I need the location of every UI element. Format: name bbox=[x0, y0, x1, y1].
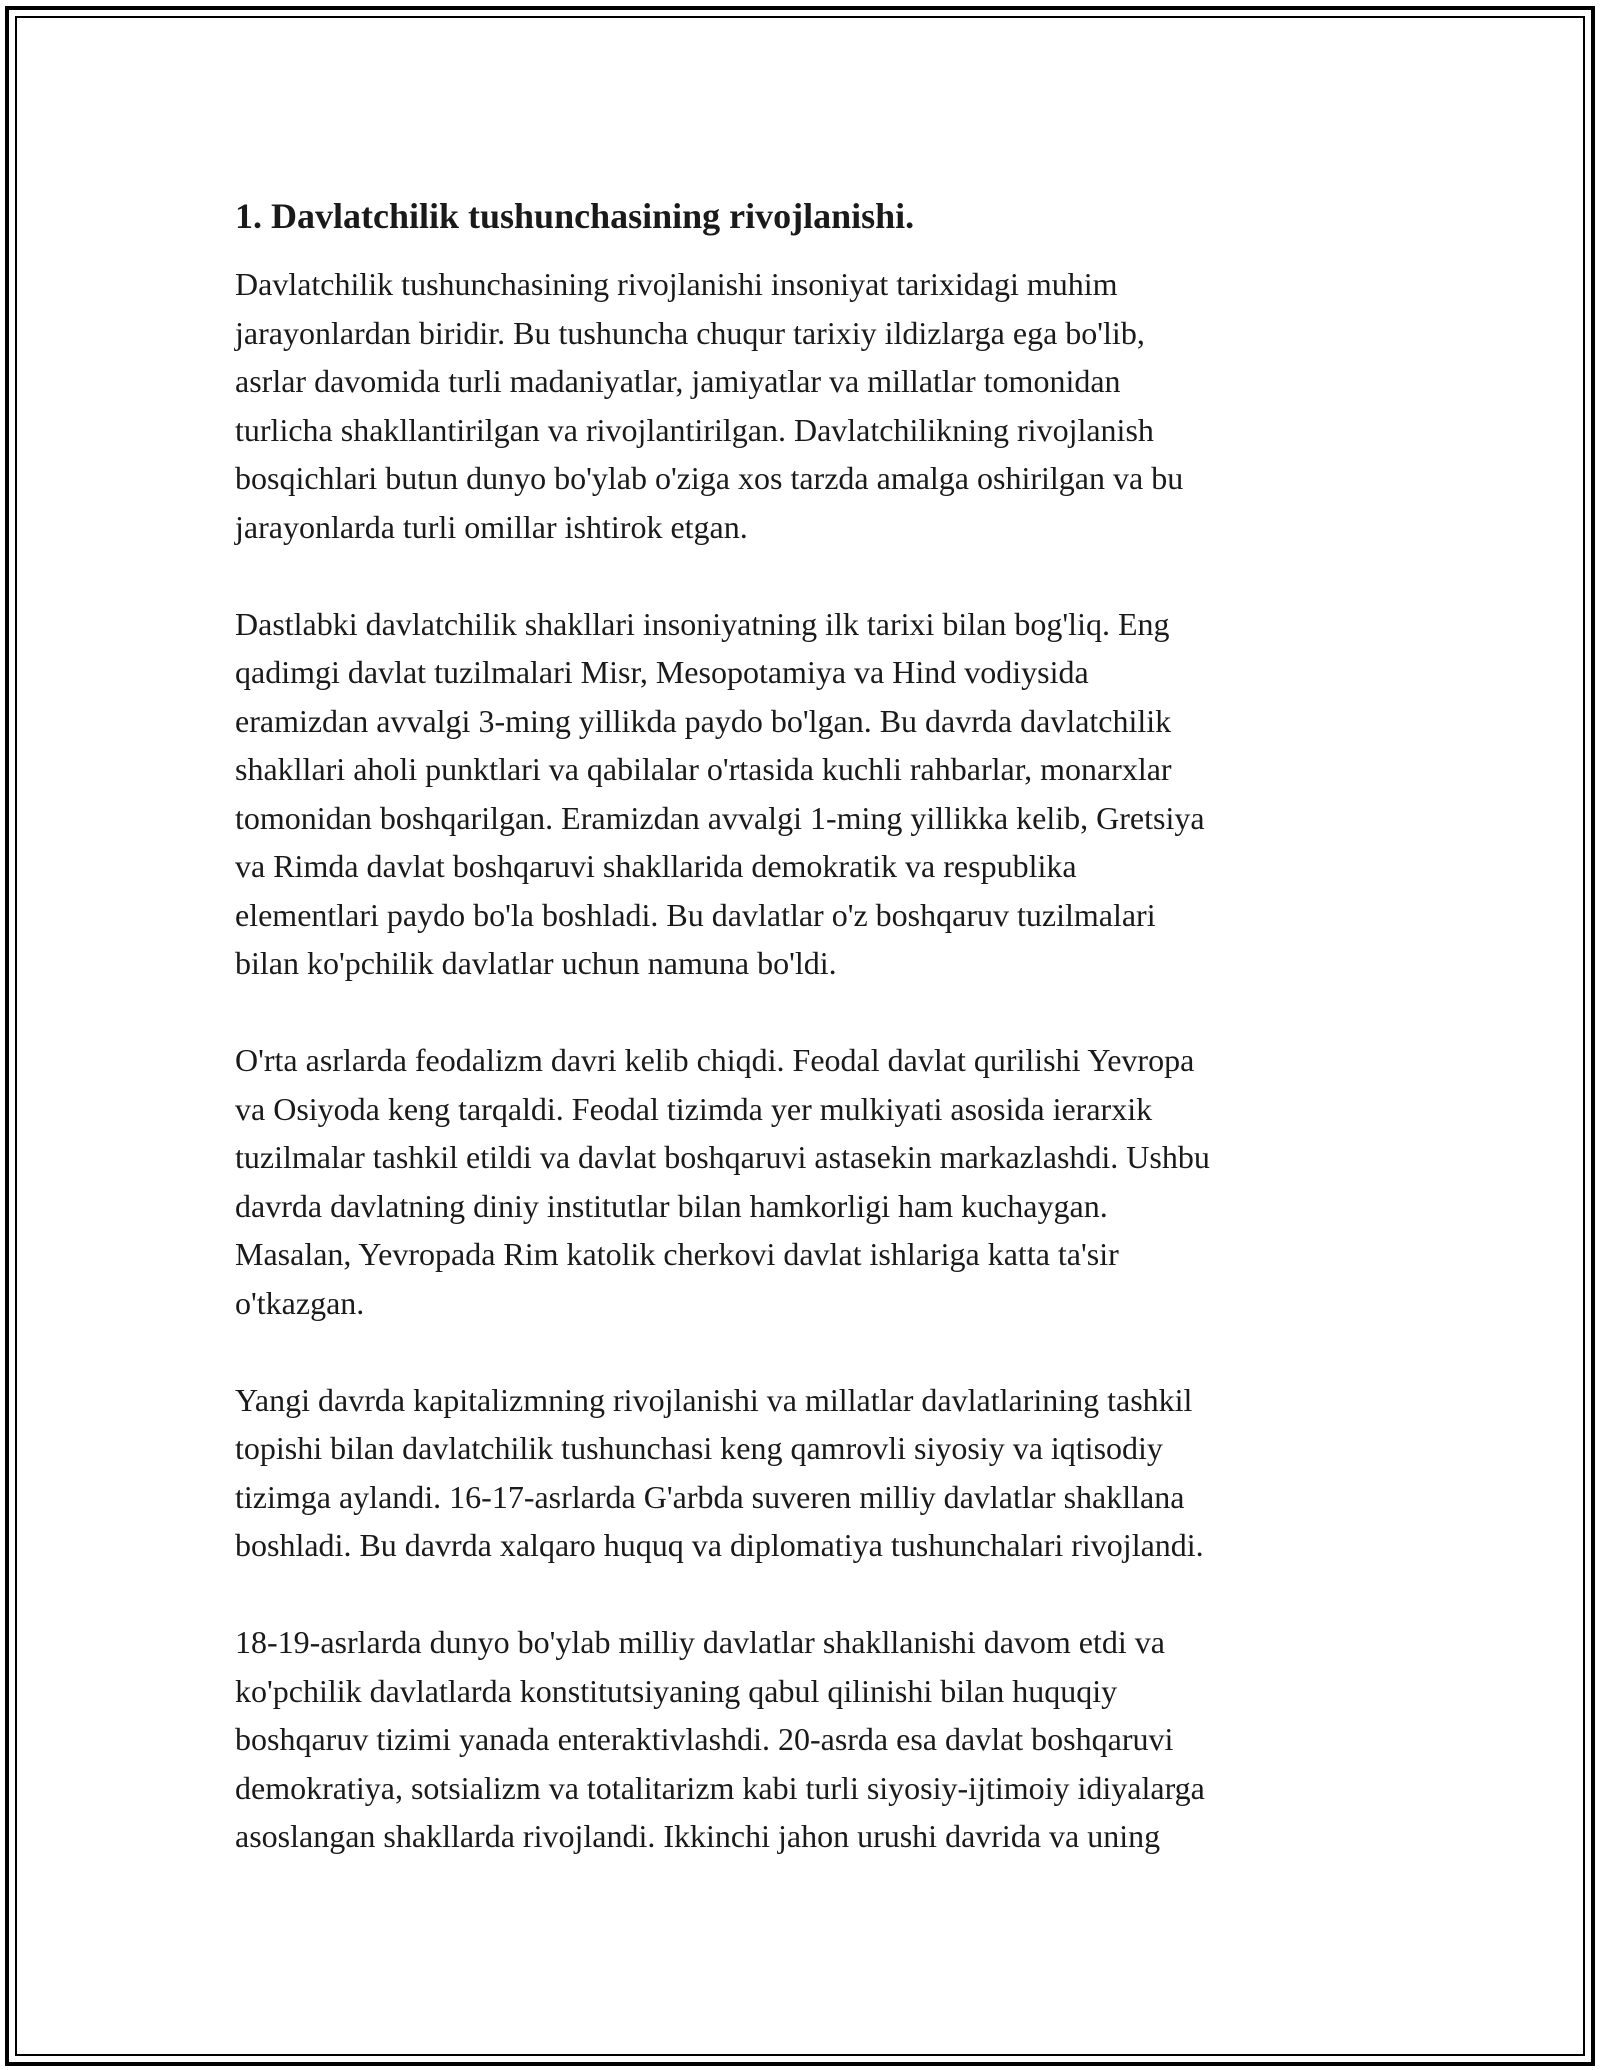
paragraph-line: elementlari paydo bo'la boshladi. Bu davlatlar o'z boshqaruv tuzilmalari bbox=[235, 896, 1156, 933]
paragraph-line: asrlar davomida turli madaniyatlar, jamiyatlar va millatlar tomonidan bbox=[235, 363, 1121, 399]
paragraph-line: topishi bilan davlatchilik tushunchasi keng qamrovli siyosiy va iqtisodiy bbox=[235, 1430, 1163, 1466]
paragraph-line: boshladi. Bu davrda xalqaro huquq va diplomatiya tushunchalari rivojlandi. bbox=[235, 1527, 1204, 1563]
paragraph-1 bbox=[235, 260, 1365, 551]
paragraph-line: eramizdan avvalgi 3-ming yillikda paydo bo'lgan. Bu davrda davlatchilik bbox=[235, 702, 1172, 739]
paragraph-line: jarayonlarda turli omillar ishtirok etgan. bbox=[235, 508, 748, 545]
paragraph-5 bbox=[235, 1618, 1365, 1861]
paragraph-line: Davlatchilik tushunchasining rivojlanishi insoniyat tarixidagi muhim bbox=[235, 266, 1118, 302]
paragraph-line: davrda davlatning diniy institutlar bilan hamkorligi ham kuchaygan. bbox=[235, 1187, 1108, 1224]
paragraph-line: O'rta asrlarda feodalizm davri kelib chiqdi. Feodal davlat qurilishi Yevropa bbox=[235, 1042, 1195, 1078]
paragraph-line: tomonidan boshqarilgan. Eramizdan avvalgi 1-ming yillikka kelib, Gretsiya bbox=[235, 799, 1205, 836]
paragraph-line: tizimga aylandi. 16-17-asrlarda G'arbda suveren milliy davlatlar shakllana bbox=[235, 1478, 1185, 1515]
paragraph-line: ko'pchilik davlatlarda konstitutsiyaning qabul qilinishi bilan huquqiy bbox=[235, 1672, 1118, 1709]
paragraph-line: asoslangan shakllarda rivojlandi. Ikkinchi jahon urushi davrida va uning bbox=[235, 1818, 1161, 1854]
paragraph-line: va Rimda davlat boshqaruvi shakllarida demokratik va respublika bbox=[235, 848, 1077, 884]
paragraph-line: shakllari aholi punktlari va qabilalar o'rtasida kuchli rahbarlar, monarxlar bbox=[235, 751, 1172, 787]
paragraph-line: bosqichlari butun dunyo bo'ylab o'ziga xos tarzda amalga oshirilgan va bu bbox=[235, 460, 1184, 496]
paragraph-line: Masalan, Yevropada Rim katolik cherkovi davlat ishlariga katta ta'sir bbox=[235, 1236, 1119, 1272]
paragraph-line: boshqaruv tizimi yanada enteraktivlashdi. 20-asrda esa davlat boshqaruvi bbox=[235, 1721, 1174, 1757]
paragraph-line: demokratiya, sotsializm va totalitarizm kabi turli siyosiy-ijtimoiy idiyalarga bbox=[235, 1769, 1205, 1806]
paragraph-2 bbox=[235, 600, 1365, 988]
paragraph-line: o'tkazgan. bbox=[235, 1284, 365, 1321]
paragraph-4 bbox=[235, 1376, 1365, 1570]
paragraph-line: qadimgi davlat tuzilmalari Misr, Mesopotamiya va Hind vodiysida bbox=[235, 654, 1089, 690]
paragraph-line: turlicha shakllantirilgan va rivojlantirilgan. Davlatchilikning rivojlanish bbox=[235, 411, 1154, 448]
paragraph-line: jarayonlardan biridir. Bu tushuncha chuqur tarixiy ildizlarga ega bo'lib, bbox=[235, 314, 1145, 351]
paragraph-line: tuzilmalar tashkil etildi va davlat boshqaruvi astasekin markazlashdi. Ushbu bbox=[235, 1139, 1210, 1175]
paragraph-line: Yangi davrda kapitalizmning rivojlanishi va millatlar davlatlarining tashkil bbox=[235, 1381, 1193, 1418]
section-heading: 1. Davlatchilik tushunchasining rivojlanishi. bbox=[235, 196, 915, 236]
paragraph-line: va Osiyoda keng tarqaldi. Feodal tizimda yer mulkiyati asosida ierarxik bbox=[235, 1090, 1153, 1127]
paragraph-line: Dastlabki davlatchilik shakllari insoniyatning ilk tarixi bilan bog'liq. Eng bbox=[235, 605, 1170, 642]
paragraph-line: 18-19-asrlarda dunyo bo'ylab milliy davlatlar shakllanishi davom etdi va bbox=[235, 1624, 1165, 1660]
document-body bbox=[235, 186, 1365, 1909]
paragraph-3 bbox=[235, 1036, 1365, 1327]
paragraph-line: bilan ko'pchilik davlatlar uchun namuna bo'ldi. bbox=[235, 945, 837, 981]
